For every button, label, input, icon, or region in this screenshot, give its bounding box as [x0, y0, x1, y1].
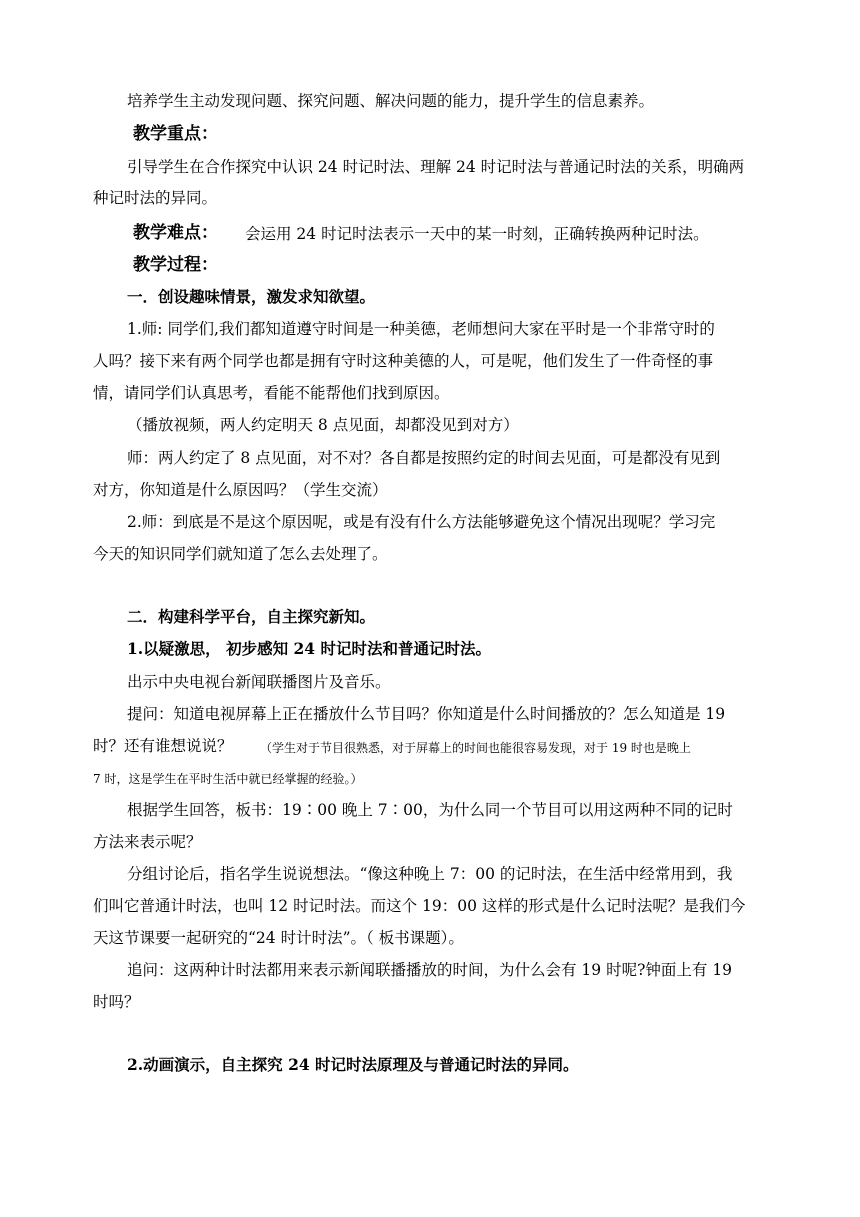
paragraph-line: 时吗？: [93, 993, 140, 1011]
paragraph-note: （学生对于节目很熟悉，对于屏幕上的时间也能很容易发现，对于 19 时也是晚上: [260, 741, 691, 755]
paragraph-line: 分组讨论后，指名学生说说想法。“像这种晚上 7：00 的记时法，在生活中经常用到，我: [127, 865, 733, 883]
paragraph-line: 情，请同学们认真思考，看能不能帮他们找到原因。: [93, 384, 450, 402]
paragraph-line: 追问：这两种计时法都用来表示新闻联播播放的时间，为什么会有 19 时呢?钟面上有 19: [127, 961, 733, 979]
paragraph-line: （播放视频，两人约定明天 8 点见面，却都没见到对方）: [127, 416, 519, 434]
paragraph-line-start: 时？还有谁想说说？: [93, 737, 233, 755]
paragraph-line: 种记时法的异同。: [93, 189, 218, 207]
paragraph-line: 天这节课要一起研究的“24 时计时法”。（ 板书课题）。: [93, 929, 464, 947]
paragraph-line: 出示中央电视台新闻联播图片及音乐。: [127, 673, 391, 691]
paragraph-line: 提问：知道电视屏幕上正在播放什么节目吗？你知道是什么时间播放的？怎么知道是 19: [127, 705, 726, 723]
paragraph-line: 师：两人约定了 8 点见面，对不对？各自都是按照约定的时间去见面，可是都没有见到: [127, 449, 721, 467]
paragraph-line: 1.师: 同学们,我们都知道遵守时间是一种美德，老师想问大家在平时是一个非常守时的: [127, 320, 715, 338]
paragraph-line: 今天的知识同学们就知道了怎么去处理了。: [93, 545, 388, 563]
subsection-title-2-1: 1.以疑激思， 初步感知 24 时记时法和普通记时法。: [127, 639, 491, 658]
section-title-1: 一．创设趣味情景，激发求知欲望。: [127, 287, 376, 306]
paragraph-line: 根据学生回答，板书：19∶00 晚上 7∶00，为什么同一个节目可以用这两种不同的记时: [127, 801, 733, 819]
paragraph-note: 7 时，这是学生在平时生活中就已经掌握的经验。）: [93, 772, 363, 786]
paragraph-line: 方法来表示呢？: [93, 833, 202, 851]
section-title-2: 二．构建科学平台，自主探究新知。: [127, 607, 376, 626]
paragraph-line: 对方，你知道是什么原因吗？（学生交流）: [93, 481, 388, 499]
paragraph-line: 们叫它普通计时法，也叫 12 时记时法。而这个 19：00 这样的形式是什么记时法呢？是我们今: [93, 897, 746, 915]
heading-teaching-difficulty: 教学难点：: [133, 223, 218, 243]
paragraph-line: 人吗？接下来有两个同学也都是拥有守时这种美德的人，可是呢，他们发生了一件奇怪的事: [93, 352, 714, 370]
paragraph-line: 培养学生主动发现问题、探究问题、解决问题的能力，提升学生的信息素养。: [127, 92, 655, 110]
difficulty-text: 会运用 24 时记时法表示一天中的某一时刻，正确转换两种记时法。: [245, 225, 709, 243]
paragraph-line: 2.师：到底是不是这个原因呢，或是有没有什么方法能够避免这个情况出现呢？学习完: [127, 513, 716, 531]
heading-teaching-focus: 教学重点：: [133, 124, 218, 144]
subsection-title-2-2: 2.动画演示，自主探究 24 时记时法原理及与普通记时法的异同。: [127, 1055, 579, 1074]
paragraph-line: 引导学生在合作探究中认识 24 时记时法、理解 24 时记时法与普通记时法的关系，明确两: [127, 158, 745, 176]
heading-teaching-process: 教学过程：: [133, 255, 218, 275]
